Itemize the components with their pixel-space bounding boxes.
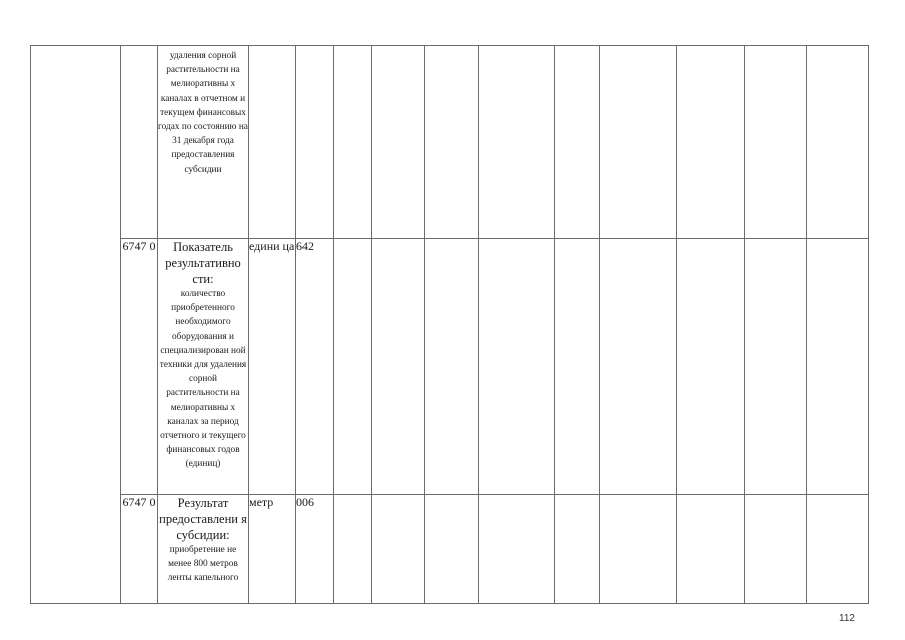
empty-cell: [425, 46, 479, 239]
table-row: [31, 46, 869, 239]
empty-cell: [479, 239, 555, 495]
empty-cell: [479, 495, 555, 604]
page-number: 112: [839, 613, 855, 624]
empty-cell: [807, 239, 869, 495]
empty-cell: [334, 46, 372, 239]
okei-code-cell: 006: [296, 495, 334, 604]
empty-cell: [745, 239, 807, 495]
empty-cell: [334, 239, 372, 495]
indicator-name-cell: [158, 495, 249, 604]
empty-cell: [807, 495, 869, 604]
indicator-name-cell: [158, 46, 249, 239]
empty-cell: [600, 239, 677, 495]
empty-cell: [425, 239, 479, 495]
table-row: [31, 239, 869, 495]
empty-cell: [600, 495, 677, 604]
empty-cell: [555, 239, 600, 495]
row-code-cell: [121, 46, 158, 239]
empty-cell: [745, 46, 807, 239]
merged-left-cell: [31, 46, 121, 604]
indicator-description: удаления сорной растительности на мелиоративны х каналах в отчетном и текущем финансовых годах по состоянию на 31 декабря года предоставления субсидии: [158, 51, 248, 175]
empty-cell: [372, 46, 425, 239]
empty-cell: [479, 46, 555, 239]
empty-cell: [334, 495, 372, 604]
row-code-cell: 6747 0: [121, 239, 158, 495]
row-code-cell: 6747 0: [121, 495, 158, 604]
empty-cell: [425, 495, 479, 604]
unit-cell: метр: [249, 495, 296, 604]
empty-cell: [555, 495, 600, 604]
empty-cell: [372, 495, 425, 604]
empty-cell: [677, 495, 745, 604]
empty-cell: [600, 46, 677, 239]
empty-cell: [677, 239, 745, 495]
empty-cell: [745, 495, 807, 604]
empty-cell: [555, 46, 600, 239]
report-table: [30, 45, 869, 604]
result-heading: Результат предоставлени я субсидии:: [159, 496, 247, 542]
unit-cell: едини ца: [249, 239, 296, 495]
empty-cell: [372, 239, 425, 495]
table-row: [31, 495, 869, 604]
okei-code-cell: 642: [296, 239, 334, 495]
okei-code-cell: [296, 46, 334, 239]
empty-cell: [807, 46, 869, 239]
indicator-name-cell: [158, 239, 249, 495]
unit-cell: [249, 46, 296, 239]
indicator-heading: Показатель результативно сти:: [165, 240, 241, 286]
result-description: приобретение не менее 800 метров ленты капельного: [167, 545, 239, 584]
empty-cell: [677, 46, 745, 239]
indicator-description: количество приобретенного необходимого оборудования и специализирован ной техники для удаления сорной растительности на мелиоративны х каналах за период отчетного и текущего финансовых годов (единиц): [159, 289, 247, 470]
